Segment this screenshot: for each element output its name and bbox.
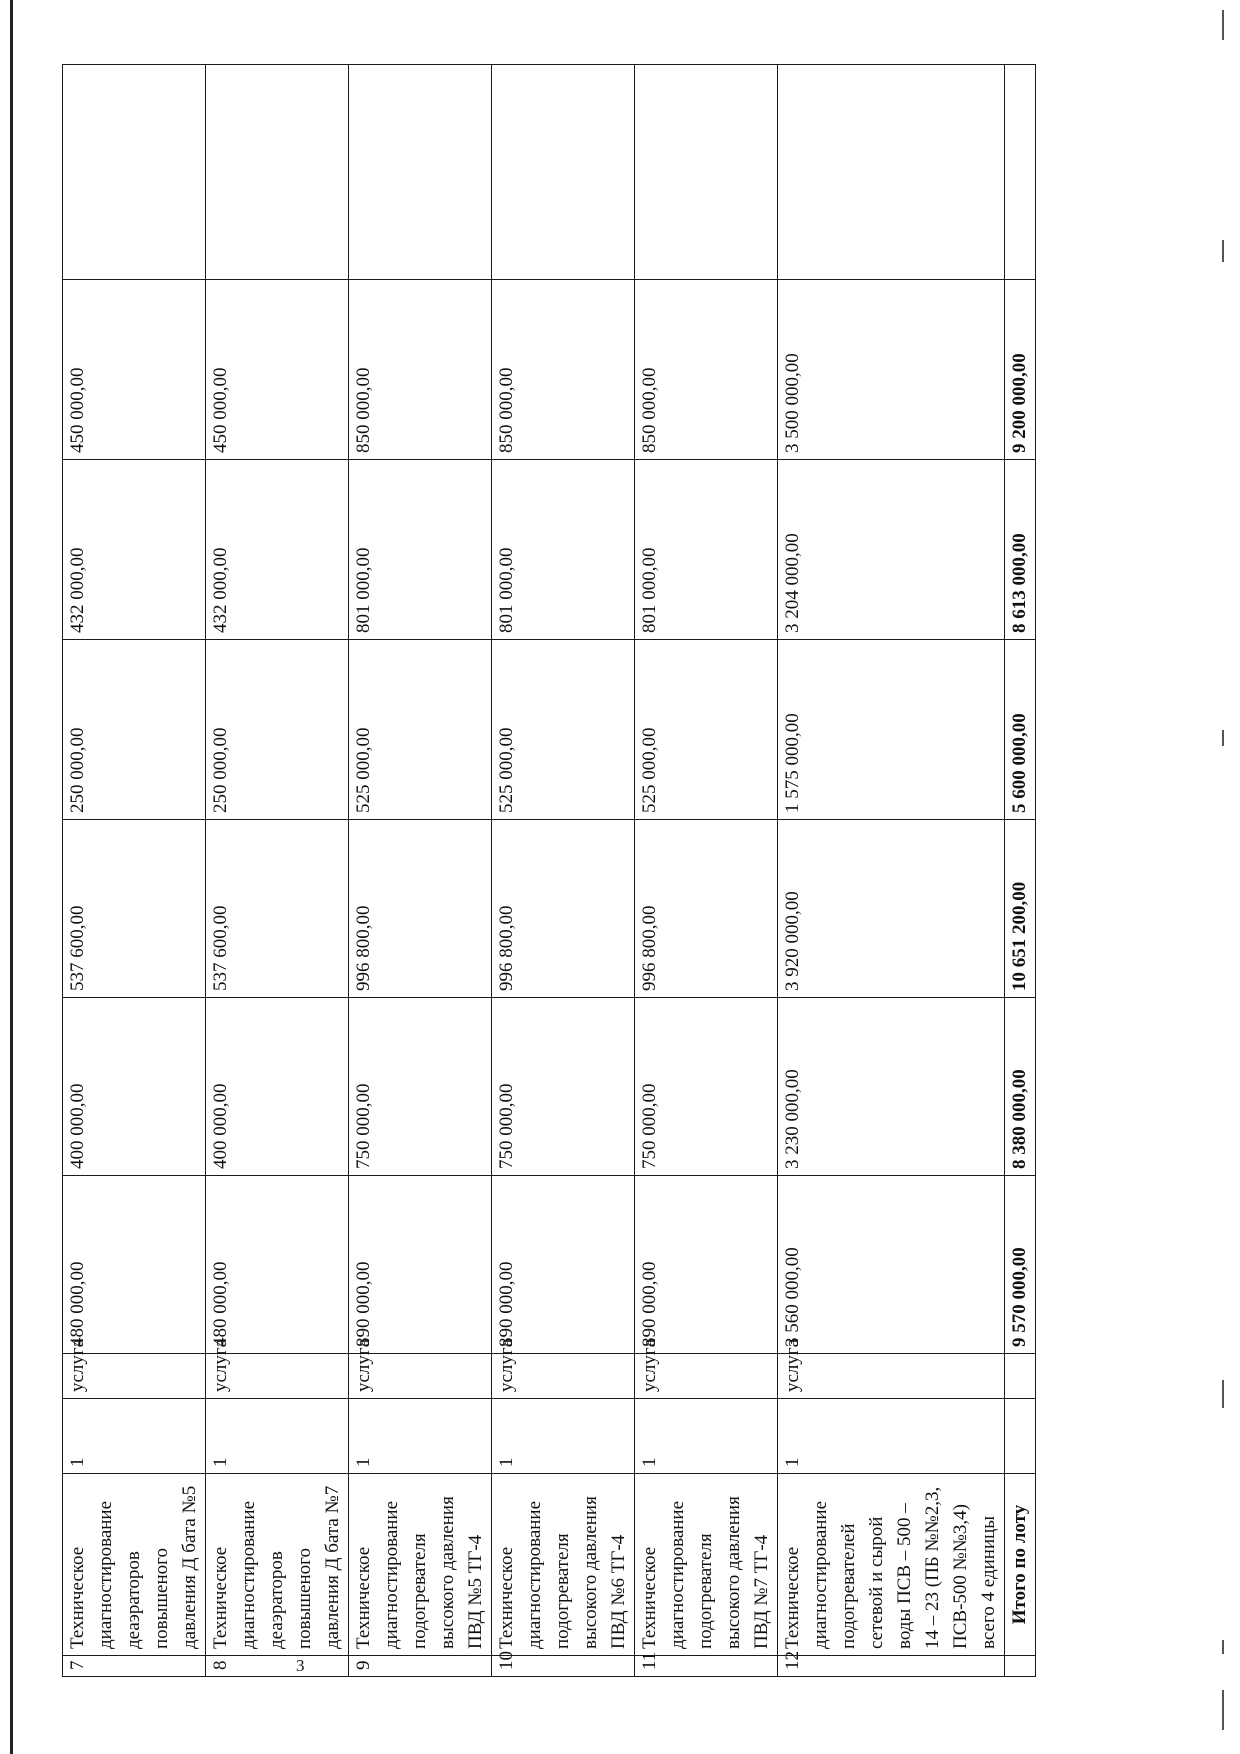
unit: услуга bbox=[349, 1354, 492, 1399]
empty-cell bbox=[1005, 1656, 1036, 1677]
price-5: 432 000,00 bbox=[206, 460, 349, 640]
quantity: 1 bbox=[349, 1399, 492, 1474]
total-3: 10 651 200,00 bbox=[1005, 820, 1036, 998]
row-number: 7 bbox=[63, 1656, 206, 1677]
price-3: 996 800,00 bbox=[492, 820, 635, 998]
empty-cell bbox=[349, 65, 492, 280]
price-5: 432 000,00 bbox=[63, 460, 206, 640]
price-2: 400 000,00 bbox=[206, 998, 349, 1176]
price-6: 850 000,00 bbox=[349, 280, 492, 460]
table-row bbox=[492, 65, 635, 1677]
quantity: 1 bbox=[206, 1399, 349, 1474]
price-4: 525 000,00 bbox=[492, 640, 635, 820]
empty-cell bbox=[635, 65, 778, 280]
total-6: 9 200 000,00 bbox=[1005, 280, 1036, 460]
page-number: 3 bbox=[296, 1656, 305, 1675]
row-number: 9 bbox=[349, 1656, 492, 1677]
price-5: 801 000,00 bbox=[349, 460, 492, 640]
service-name: Техническое диагностирование подогревателя высокого давления ПВД №7 ТГ-4 bbox=[635, 1474, 778, 1656]
price-5: 801 000,00 bbox=[492, 460, 635, 640]
price-6: 450 000,00 bbox=[206, 280, 349, 460]
price-5: 801 000,00 bbox=[635, 460, 778, 640]
price-5: 3 204 000,00 bbox=[778, 460, 1005, 640]
price-1: 890 000,00 bbox=[349, 1176, 492, 1354]
price-3: 996 800,00 bbox=[349, 820, 492, 998]
service-name: Техническое диагностирование подогревателя высокого давления ПВД №5 ТГ-4 bbox=[349, 1474, 492, 1656]
total-row bbox=[1005, 65, 1036, 1677]
total-5: 8 613 000,00 bbox=[1005, 460, 1036, 640]
price-2: 400 000,00 bbox=[63, 998, 206, 1176]
unit: услуга bbox=[492, 1354, 635, 1399]
price-6: 850 000,00 bbox=[635, 280, 778, 460]
total-1: 9 570 000,00 bbox=[1005, 1176, 1036, 1354]
service-name: Техническое диагностирование подогревателя высокого давления ПВД №6 ТГ-4 bbox=[492, 1474, 635, 1656]
table-row bbox=[778, 65, 1005, 1677]
table-row bbox=[63, 65, 206, 1677]
price-3: 996 800,00 bbox=[635, 820, 778, 998]
price-1: 480 000,00 bbox=[206, 1176, 349, 1354]
price-1: 890 000,00 bbox=[492, 1176, 635, 1354]
empty-cell bbox=[1005, 1354, 1036, 1399]
empty-cell bbox=[778, 65, 1005, 280]
price-3: 537 600,00 bbox=[63, 820, 206, 998]
price-4: 1 575 000,00 bbox=[778, 640, 1005, 820]
unit: услуга bbox=[63, 1354, 206, 1399]
price-1: 480 000,00 bbox=[63, 1176, 206, 1354]
service-name: Техническое диагностирование деаэраторов повышеного давления Д бата №7 bbox=[206, 1474, 349, 1656]
service-name: Техническое диагностирование подогревателей сетевой и сырой воды ПСВ – 500 – 14 – 23 (ПБ №№2,3, ПСВ-500 №№3,4) всего 4 единицы bbox=[778, 1474, 1005, 1656]
quantity: 1 bbox=[492, 1399, 635, 1474]
price-3: 3 920 000,00 bbox=[778, 820, 1005, 998]
price-2: 3 230 000,00 bbox=[778, 998, 1005, 1176]
price-1: 890 000,00 bbox=[635, 1176, 778, 1354]
price-4: 525 000,00 bbox=[349, 640, 492, 820]
empty-cell bbox=[206, 65, 349, 280]
price-4: 250 000,00 bbox=[63, 640, 206, 820]
price-6: 850 000,00 bbox=[492, 280, 635, 460]
empty-cell bbox=[1005, 1399, 1036, 1474]
service-name: Техническое диагностирование деаэраторов повышеного давления Д бата №5 bbox=[63, 1474, 206, 1656]
price-3: 537 600,00 bbox=[206, 820, 349, 998]
quantity: 1 bbox=[778, 1399, 1005, 1474]
row-number: 8 bbox=[206, 1656, 349, 1677]
row-number: 10 bbox=[492, 1656, 635, 1677]
row-number: 12 bbox=[778, 1656, 1005, 1677]
total-2: 8 380 000,00 bbox=[1005, 998, 1036, 1176]
lot-price-table bbox=[62, 64, 1036, 1677]
unit: услуга bbox=[778, 1354, 1005, 1399]
total-4: 5 600 000,00 bbox=[1005, 640, 1036, 820]
price-2: 750 000,00 bbox=[492, 998, 635, 1176]
price-2: 750 000,00 bbox=[349, 998, 492, 1176]
price-4: 525 000,00 bbox=[635, 640, 778, 820]
row-number: 11 bbox=[635, 1656, 778, 1677]
price-2: 750 000,00 bbox=[635, 998, 778, 1176]
table-row bbox=[206, 65, 349, 1677]
price-4: 250 000,00 bbox=[206, 640, 349, 820]
quantity: 1 bbox=[635, 1399, 778, 1474]
empty-cell bbox=[1005, 65, 1036, 280]
table-row bbox=[635, 65, 778, 1677]
unit: услуга bbox=[206, 1354, 349, 1399]
table-row bbox=[349, 65, 492, 1677]
unit: услуга bbox=[635, 1354, 778, 1399]
price-1: 3 560 000,00 bbox=[778, 1176, 1005, 1354]
empty-cell bbox=[492, 65, 635, 280]
total-label: Итого по лоту bbox=[1005, 1474, 1036, 1656]
price-6: 3 500 000,00 bbox=[778, 280, 1005, 460]
quantity: 1 bbox=[63, 1399, 206, 1474]
empty-cell bbox=[63, 65, 206, 280]
price-6: 450 000,00 bbox=[63, 280, 206, 460]
